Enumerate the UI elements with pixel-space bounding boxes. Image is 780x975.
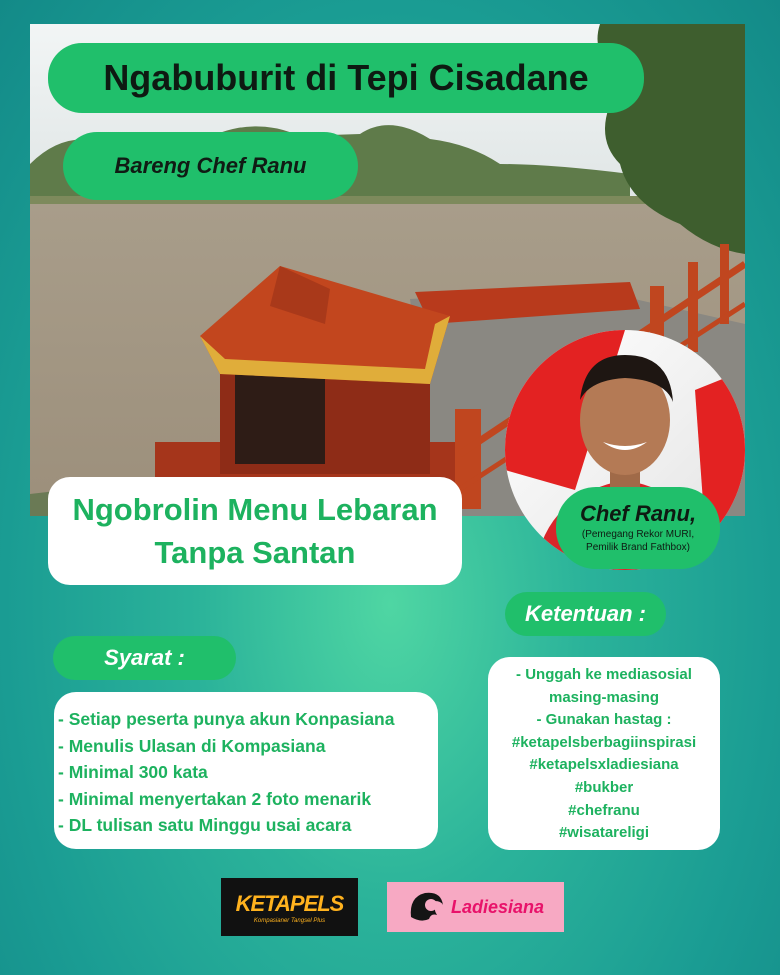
- chef-desc-line-1: (Pemegang Rekor MURI,: [581, 528, 695, 540]
- ketentuan-item: #bukber: [574, 778, 634, 796]
- ketapels-logo-subtext: Kompasianer Tangsel Plus: [253, 917, 326, 924]
- ketentuan-list: [488, 657, 720, 850]
- ketapels-logo-text: KETAPELS: [235, 890, 344, 916]
- syarat-item: - Minimal menyertakan 2 foto menarik: [58, 788, 372, 809]
- ketentuan-label: Ketentuan :: [505, 592, 666, 636]
- topic-box: [48, 477, 462, 585]
- topic-line-1: Ngobrolin Menu Lebaran: [72, 491, 438, 527]
- syarat-item: - Minimal 300 kata: [58, 762, 208, 782]
- chef-name: Chef Ranu,: [579, 501, 697, 527]
- syarat-item: - Setiap peserta punya akun Konpasiana: [58, 709, 395, 729]
- ladiesiana-woman-silhouette-icon: [407, 887, 447, 928]
- ketentuan-item: #ketapelsxladiesiana: [529, 756, 679, 774]
- syarat-list: [54, 692, 438, 849]
- ketentuan-item: - Gunakan hastag :: [536, 711, 672, 729]
- ketentuan-item: #wisatareligi: [558, 824, 650, 842]
- ladiesiana-logo-text: Ladiesiana: [450, 896, 545, 917]
- syarat-label: Syarat :: [53, 636, 236, 680]
- ketentuan-item: #ketapelsberbagiinspirasi: [511, 733, 697, 751]
- ketentuan-item: masing-masing: [548, 688, 660, 706]
- chef-label: [556, 487, 720, 569]
- event-title: Ngabuburit di Tepi Cisadane: [48, 43, 644, 113]
- syarat-item: - DL tulisan satu Minggu usai acara: [58, 815, 352, 835]
- ketapels-logo: [221, 878, 358, 936]
- event-subtitle: Bareng Chef Ranu: [63, 132, 358, 200]
- ketentuan-item: - Unggah ke mediasosial: [516, 666, 692, 683]
- ladiesiana-logo: [387, 882, 564, 932]
- topic-line-2: Tanpa Santan: [154, 535, 356, 570]
- ketentuan-item: #chefranu: [568, 801, 640, 819]
- syarat-item: - Menulis Ulasan di Kompasiana: [58, 735, 326, 756]
- chef-desc-line-2: Pemilik Brand Fathbox): [586, 542, 690, 554]
